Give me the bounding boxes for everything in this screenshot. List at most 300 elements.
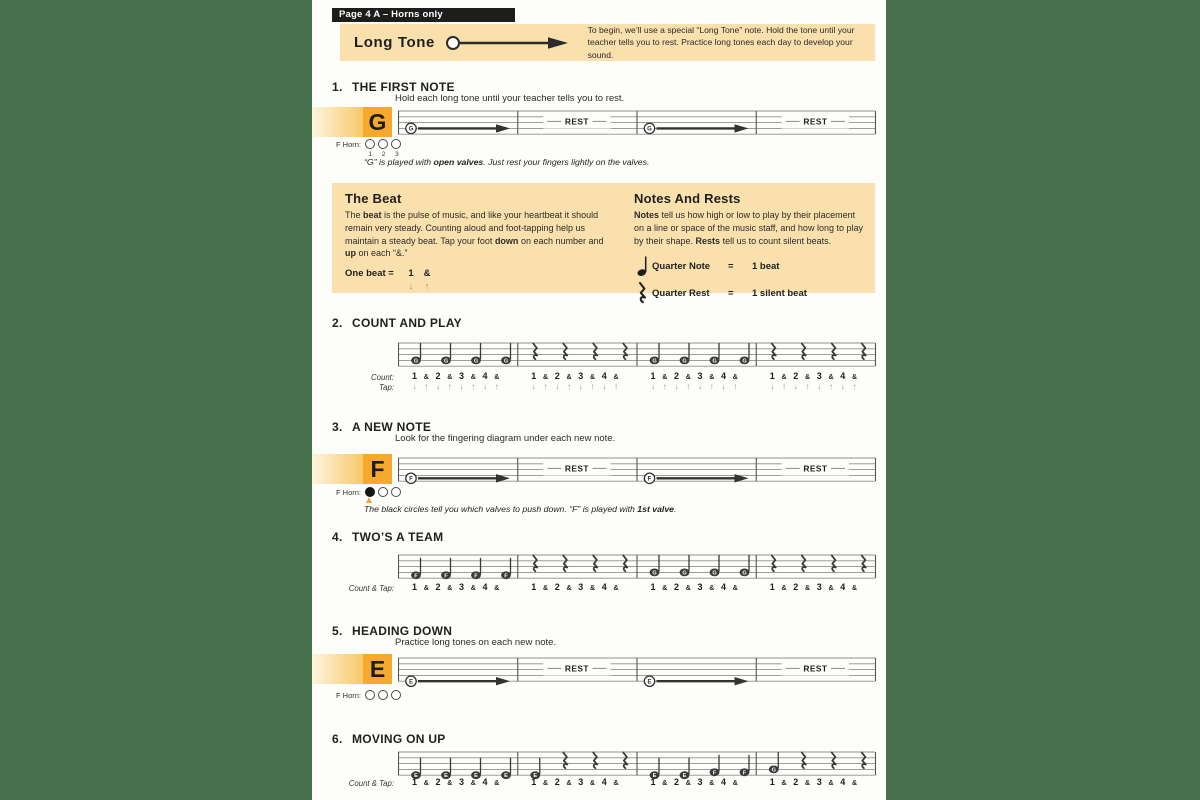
svg-text:REST: REST — [564, 463, 589, 474]
page-header-bar — [332, 8, 515, 22]
count-beat-cell — [683, 778, 694, 787]
count-beat-value: & — [732, 584, 738, 592]
count-beat-cell — [528, 583, 539, 592]
tap-arrow-icon: ↓ — [483, 382, 487, 391]
quarter-note-icon — [637, 255, 649, 277]
count-beat-cell — [575, 583, 586, 592]
count-measure-row — [409, 372, 502, 391]
svg-text:G: G — [712, 570, 717, 577]
valve-circle-open-icon — [378, 690, 388, 700]
svg-text:G: G — [647, 126, 652, 133]
exercise-3-subtitle: Look for the fingering diagram under each new note. — [395, 433, 616, 444]
svg-text:G: G — [682, 358, 687, 365]
count-beat-value: & — [613, 373, 619, 381]
valve-number: 2 — [381, 151, 386, 158]
tap-row-label: Tap: — [379, 383, 394, 392]
count-beat-value: & — [542, 373, 549, 381]
count-beat-cell — [444, 372, 455, 391]
count-beat-value: & — [494, 779, 500, 787]
count-beat-value: 1 — [769, 582, 775, 592]
count-measure-row — [767, 372, 860, 391]
count-beat-cell — [564, 778, 575, 787]
notes-rests-row-equals: = — [728, 260, 734, 272]
one-beat-tap-arrows — [403, 281, 607, 291]
count-beat-value: 1 — [650, 371, 656, 381]
count-beat-value: 2 — [554, 777, 560, 787]
note-letter-box: E — [363, 654, 392, 684]
count-beat-value: & — [804, 584, 811, 592]
count-beat-cell — [456, 583, 467, 592]
count-beat-value: & — [589, 373, 596, 381]
count-beat-value: & — [685, 779, 691, 787]
count-row-label: Count: — [371, 373, 394, 382]
exercise-title: COUNT AND PLAY — [352, 316, 462, 330]
svg-text:E: E — [408, 679, 414, 686]
tap-arrow-icon: ↑ — [782, 381, 786, 391]
count-beat-cell — [421, 583, 432, 592]
svg-text:E: E — [533, 773, 538, 780]
count-beat-value: 2 — [554, 582, 560, 592]
valve-circle-open-icon — [378, 139, 388, 149]
tap-arrow-icon: ↓ — [840, 382, 845, 391]
count-beat-value: & — [423, 373, 429, 381]
count-beat-cell — [706, 372, 717, 391]
count-beat-value: 2 — [435, 582, 441, 592]
count-beat-value: 4 — [720, 582, 726, 592]
svg-text:G: G — [742, 570, 747, 577]
count-beat-cell — [730, 372, 741, 391]
count-beat-cell — [540, 778, 551, 787]
fingering-valve-circles — [365, 139, 401, 149]
tap-arrow-icon: ↑ — [447, 381, 452, 391]
count-beat-value: & — [662, 584, 668, 592]
count-beat-cell — [767, 778, 778, 787]
exercise-1-subtitle: Hold each long tone until your teacher tells you to rest. — [395, 93, 625, 104]
count-beat-value: 3 — [578, 371, 584, 381]
tap-arrow-icon: ↓ — [555, 382, 560, 391]
count-beat-value: 1 — [531, 582, 537, 592]
count-row-label: Count & Tap: — [348, 584, 394, 593]
count-beat-cell — [730, 778, 741, 787]
svg-text:G: G — [473, 358, 479, 365]
count-beat-value: 4 — [720, 371, 726, 381]
svg-text:F: F — [742, 770, 747, 777]
exercise-1-heading — [332, 80, 455, 94]
quarter-rest-icon — [634, 282, 652, 304]
note-letter-box: G — [363, 107, 392, 137]
count-beat-value: 4 — [720, 777, 726, 787]
count-beat-cell — [480, 583, 491, 592]
count-beat-cell — [409, 778, 420, 787]
valve-circle-open-icon — [365, 690, 375, 700]
svg-text:G: G — [443, 358, 449, 365]
exercise-3-heading — [332, 420, 431, 434]
count-beat-value: 3 — [578, 777, 584, 787]
count-beat-cell — [814, 778, 825, 787]
count-beat-value: 3 — [578, 582, 584, 592]
one-beat-label: One beat = — [345, 268, 394, 280]
count-beat-value: & — [851, 373, 858, 381]
tap-arrow-icon: ↓ — [602, 382, 607, 391]
svg-text:G: G — [413, 358, 419, 365]
count-measure-row — [648, 583, 741, 592]
count-beat-value: & — [709, 373, 715, 381]
valve-circle-pressed-icon — [365, 487, 375, 497]
count-beat-cell — [587, 778, 598, 787]
svg-text:G: G — [408, 126, 414, 133]
notes-rests-row-equals: = — [728, 287, 734, 299]
count-beat-value: 3 — [697, 777, 703, 787]
tap-arrow-icon: ↑ — [686, 381, 691, 391]
count-measure-row — [528, 778, 621, 787]
count-beat-cell — [718, 372, 729, 391]
count-beat-value: 4 — [482, 582, 488, 592]
count-measure-row — [409, 583, 502, 592]
count-measure-row — [767, 778, 860, 787]
quarter-note-icon — [634, 255, 652, 277]
svg-text:E: E — [652, 773, 657, 780]
count-beat-cell — [837, 372, 848, 391]
count-beat-value: 2 — [673, 371, 679, 381]
count-beat-cell — [564, 583, 575, 592]
count-beat-cell — [837, 778, 848, 787]
count-beat-cell — [814, 372, 825, 391]
staff-notation — [398, 442, 877, 491]
theory-info-box — [332, 183, 875, 299]
count-beat-cell — [849, 372, 860, 391]
count-beat-cell — [444, 778, 455, 787]
count-beat-value: 4 — [601, 582, 607, 592]
svg-text:E: E — [647, 679, 652, 686]
count-beat-cell — [540, 372, 551, 391]
tap-down-arrow-icon: ↓ — [408, 281, 414, 292]
notes-rests-rows — [634, 255, 865, 304]
fingering-label: F Horn: — [336, 488, 362, 497]
tap-arrow-icon: ↑ — [494, 381, 499, 391]
count-beat-cell — [599, 372, 610, 391]
count-beat-value: 3 — [458, 371, 464, 381]
count-beat-value: & — [423, 584, 429, 592]
tap-arrow-icon: ↓ — [674, 382, 679, 391]
count-beat-value: & — [542, 779, 549, 787]
one-beat-count: 1 — [408, 268, 414, 280]
count-beat-cell — [421, 372, 432, 391]
count-beat-value: 2 — [793, 371, 799, 381]
count-beat-cell — [779, 583, 790, 592]
count-beat-cell — [837, 583, 848, 592]
count-beat-value: 3 — [816, 582, 822, 592]
svg-text:G: G — [652, 570, 657, 577]
count-beat-cell — [718, 778, 729, 787]
count-beat-cell — [433, 372, 444, 391]
count-beat-cell — [468, 583, 479, 592]
count-beat-value: & — [685, 373, 691, 381]
tap-arrow-icon: ↑ — [805, 381, 810, 391]
count-beat-value: & — [732, 373, 738, 381]
count-beat-cell — [767, 372, 778, 391]
count-beat-value: 1 — [531, 371, 537, 381]
count-beat-cell — [849, 583, 860, 592]
count-beat-value: & — [851, 779, 858, 787]
svg-text:F: F — [414, 573, 418, 580]
tap-arrow-icon: ↑ — [829, 381, 833, 391]
valve-circle-open-icon — [391, 139, 401, 149]
tap-arrow-icon: ↓ — [459, 382, 464, 391]
tap-arrow-icon: ↑ — [709, 381, 714, 391]
count-beat-value: & — [662, 373, 668, 381]
count-beat-value: 4 — [840, 371, 846, 381]
count-beat-value: & — [470, 373, 476, 381]
count-beat-cell — [409, 372, 420, 391]
count-beat-value: & — [447, 373, 453, 381]
svg-text:F: F — [474, 573, 478, 580]
tap-arrow-icon: ↓ — [578, 382, 583, 391]
count-beat-value: & — [781, 373, 787, 381]
count-measure-row — [767, 583, 860, 592]
new-fingering-triangle-icon — [366, 497, 372, 503]
count-beat-cell — [648, 372, 659, 391]
count-beat-cell — [706, 778, 717, 787]
long-tone-title: Long Tone — [354, 34, 435, 51]
count-beat-value: & — [613, 584, 619, 592]
count-beat-cell — [444, 583, 455, 592]
count-beat-value: & — [470, 779, 476, 787]
quarter-rest-icon — [637, 282, 649, 304]
svg-text:E: E — [682, 773, 687, 780]
count-beat-value: & — [851, 584, 858, 592]
count-beat-value: 4 — [601, 777, 607, 787]
notes-rests-row-name: Quarter Rest — [652, 287, 710, 299]
count-beat-cell — [456, 778, 467, 787]
exercise-5-subtitle: Practice long tones on each new note. — [395, 637, 557, 648]
count-beat-value: 1 — [650, 777, 656, 787]
count-beat-value: 4 — [482, 371, 488, 381]
valve-number: 3 — [395, 151, 399, 158]
exercise-title: MOVING ON UP — [352, 732, 446, 746]
count-beat-value: & — [542, 584, 549, 592]
count-beat-cell — [611, 583, 622, 592]
count-beat-cell — [528, 372, 539, 391]
exercise-title: THE FIRST NOTE — [352, 80, 455, 94]
count-beat-value: & — [566, 584, 572, 592]
count-beat-cell — [659, 778, 670, 787]
count-beat-cell — [491, 372, 502, 391]
count-beat-cell — [480, 372, 491, 391]
count-beat-value: & — [494, 373, 500, 381]
long-tone-description: To begin, we’ll use a special “Long Tone” note. Hold the tone until your teacher tells you to rest. Practice long tones each day to develop your sound. — [587, 25, 855, 60]
count-measure-row — [648, 778, 741, 787]
valve-circle-open-icon — [391, 690, 401, 700]
exercise-number: 2. — [332, 316, 343, 330]
count-beat-cell — [802, 583, 813, 592]
count-beat-cell — [779, 778, 790, 787]
count-beat-value: & — [662, 779, 668, 787]
count-beat-value: & — [470, 584, 476, 592]
count-beat-cell — [659, 372, 670, 391]
svg-text:G: G — [503, 358, 509, 365]
count-beat-value: & — [494, 584, 500, 592]
count-beat-cell — [552, 583, 563, 592]
count-beat-value: 2 — [673, 777, 679, 787]
count-beat-value: 4 — [482, 777, 488, 787]
tap-arrow-icon: ↑ — [424, 381, 429, 391]
count-beat-value: 3 — [458, 582, 464, 592]
svg-text:E: E — [444, 773, 448, 780]
tap-up-arrow-icon: ↑ — [424, 281, 430, 292]
book-page — [312, 0, 886, 800]
count-beat-cell — [575, 372, 586, 391]
count-beat-value: & — [685, 584, 691, 592]
count-beat-cell — [648, 583, 659, 592]
count-beat-cell — [480, 778, 491, 787]
tap-arrow-icon: ↑ — [662, 381, 667, 391]
count-beat-value: & — [828, 373, 834, 381]
tap-arrow-icon: ↓ — [793, 382, 798, 391]
staff-notation — [398, 642, 877, 691]
count-beat-value: 3 — [816, 371, 822, 381]
count-beat-cell — [683, 372, 694, 391]
count-beat-value: & — [804, 373, 811, 381]
count-beat-cell — [790, 583, 801, 592]
count-beat-value: 1 — [411, 777, 417, 787]
svg-text:E: E — [414, 773, 418, 780]
the-beat-body: The beat is the pulse of music, and like your heartbeat it should remain very steady. Counting aloud and foot-tapping help us maintain a steady beat. Tap your foot down on each number and up on each “&.” — [345, 210, 604, 259]
tap-arrow-icon: ↑ — [543, 381, 548, 391]
count-beat-value: & — [732, 779, 738, 787]
notes-rests-row — [634, 255, 865, 277]
svg-text:REST: REST — [564, 663, 589, 674]
count-beat-value: & — [423, 779, 429, 787]
count-beat-cell — [599, 583, 610, 592]
count-beat-cell — [564, 372, 575, 391]
count-beat-cell — [730, 583, 741, 592]
tap-arrow-icon: ↑ — [567, 381, 571, 391]
count-beat-value: 1 — [769, 371, 775, 381]
tap-arrow-icon: ↓ — [721, 382, 726, 391]
count-beat-cell — [611, 372, 622, 391]
tap-arrow-icon: ↓ — [817, 382, 822, 391]
fingering-valve-circles — [365, 487, 401, 497]
count-measure-row — [528, 372, 621, 391]
count-beat-value: 3 — [816, 777, 822, 787]
count-beat-value: 2 — [793, 777, 799, 787]
svg-text:E: E — [504, 773, 508, 780]
count-beat-value: 3 — [697, 582, 703, 592]
tap-arrow-icon: ↓ — [698, 382, 702, 391]
note-letter-box: F — [363, 454, 392, 484]
count-beat-cell — [790, 372, 801, 391]
svg-text:F: F — [504, 573, 508, 580]
count-beat-cell — [671, 778, 682, 787]
page-header-label: Page 4 A – Horns only — [339, 9, 443, 20]
one-beat-amp: & — [423, 268, 431, 280]
count-beat-cell — [540, 583, 551, 592]
svg-text:REST: REST — [803, 463, 828, 474]
tap-arrow-icon: ↑ — [471, 381, 476, 391]
valve-number: 1 — [368, 151, 372, 158]
count-beat-value: 3 — [458, 777, 464, 787]
count-beat-cell — [683, 583, 694, 592]
count-measure-row — [648, 372, 741, 391]
notes-rests-row-value: 1 beat — [752, 260, 780, 272]
count-beat-cell — [468, 778, 479, 787]
exercise-title: A NEW NOTE — [352, 420, 432, 434]
notes-and-rests-title: Notes And Rests — [634, 191, 741, 206]
the-beat-title: The Beat — [345, 191, 402, 206]
count-beat-cell — [802, 778, 813, 787]
count-beat-cell — [433, 778, 444, 787]
count-beat-value: & — [613, 779, 619, 787]
exercise-title: TWO’S A TEAM — [352, 530, 444, 544]
tap-arrow-icon: ↑ — [852, 381, 857, 391]
notes-and-rests-panel — [607, 183, 875, 299]
count-beat-cell — [671, 583, 682, 592]
count-beat-cell — [587, 372, 598, 391]
count-beat-cell — [767, 583, 778, 592]
svg-text:G: G — [742, 358, 747, 365]
count-beat-cell — [433, 583, 444, 592]
exercise-5-heading — [332, 624, 452, 638]
svg-text:G: G — [712, 358, 717, 365]
count-beat-value: 1 — [769, 777, 775, 787]
count-beat-value: 1 — [650, 582, 656, 592]
count-beat-cell — [528, 778, 539, 787]
count-beat-cell — [599, 778, 610, 787]
exercise-1-caption: “G” is played with open valves. Just rest your fingers lightly on the valves. — [364, 157, 650, 167]
exercise-number: 3. — [332, 420, 343, 434]
count-beat-cell — [802, 372, 813, 391]
count-beat-cell — [648, 778, 659, 787]
exercise-number: 5. — [332, 624, 343, 638]
svg-text:G: G — [652, 358, 657, 365]
count-beat-cell — [790, 778, 801, 787]
count-beat-cell — [814, 583, 825, 592]
staff-notation — [398, 539, 877, 588]
count-beat-value: & — [566, 779, 572, 787]
long-tone-box — [340, 24, 875, 61]
count-beat-cell — [826, 583, 837, 592]
count-beat-value: 4 — [840, 582, 846, 592]
count-beat-value: 3 — [697, 371, 703, 381]
count-beat-cell — [718, 583, 729, 592]
count-beat-cell — [491, 778, 502, 787]
count-beat-cell — [695, 583, 706, 592]
count-beat-value: & — [589, 779, 596, 787]
count-beat-cell — [575, 778, 586, 787]
count-beat-cell — [421, 778, 432, 787]
long-tone-arrow-icon — [444, 33, 570, 53]
exercise-number: 4. — [332, 530, 343, 544]
count-beat-cell — [826, 778, 837, 787]
tap-arrow-icon: ↓ — [651, 382, 655, 391]
count-beat-value: & — [804, 779, 811, 787]
count-beat-value: & — [828, 584, 834, 592]
count-beat-cell — [671, 372, 682, 391]
count-beat-cell — [409, 583, 420, 592]
count-beat-value: & — [781, 779, 787, 787]
count-beat-cell — [695, 372, 706, 391]
count-beat-cell — [849, 778, 860, 787]
count-beat-value: 2 — [793, 582, 799, 592]
svg-text:F: F — [444, 573, 448, 580]
count-beat-value: & — [781, 584, 787, 592]
count-beat-cell — [695, 778, 706, 787]
count-beat-value: & — [589, 584, 596, 592]
count-beat-value: 2 — [435, 371, 441, 381]
the-beat-panel — [332, 183, 607, 293]
notes-and-rests-body: Notes tell us how high or low to play by their placement on a line or space of the music staff, and how long to play by their shape. Rests tell us to count silent beats. — [634, 210, 863, 246]
exercise-number: 6. — [332, 732, 343, 746]
